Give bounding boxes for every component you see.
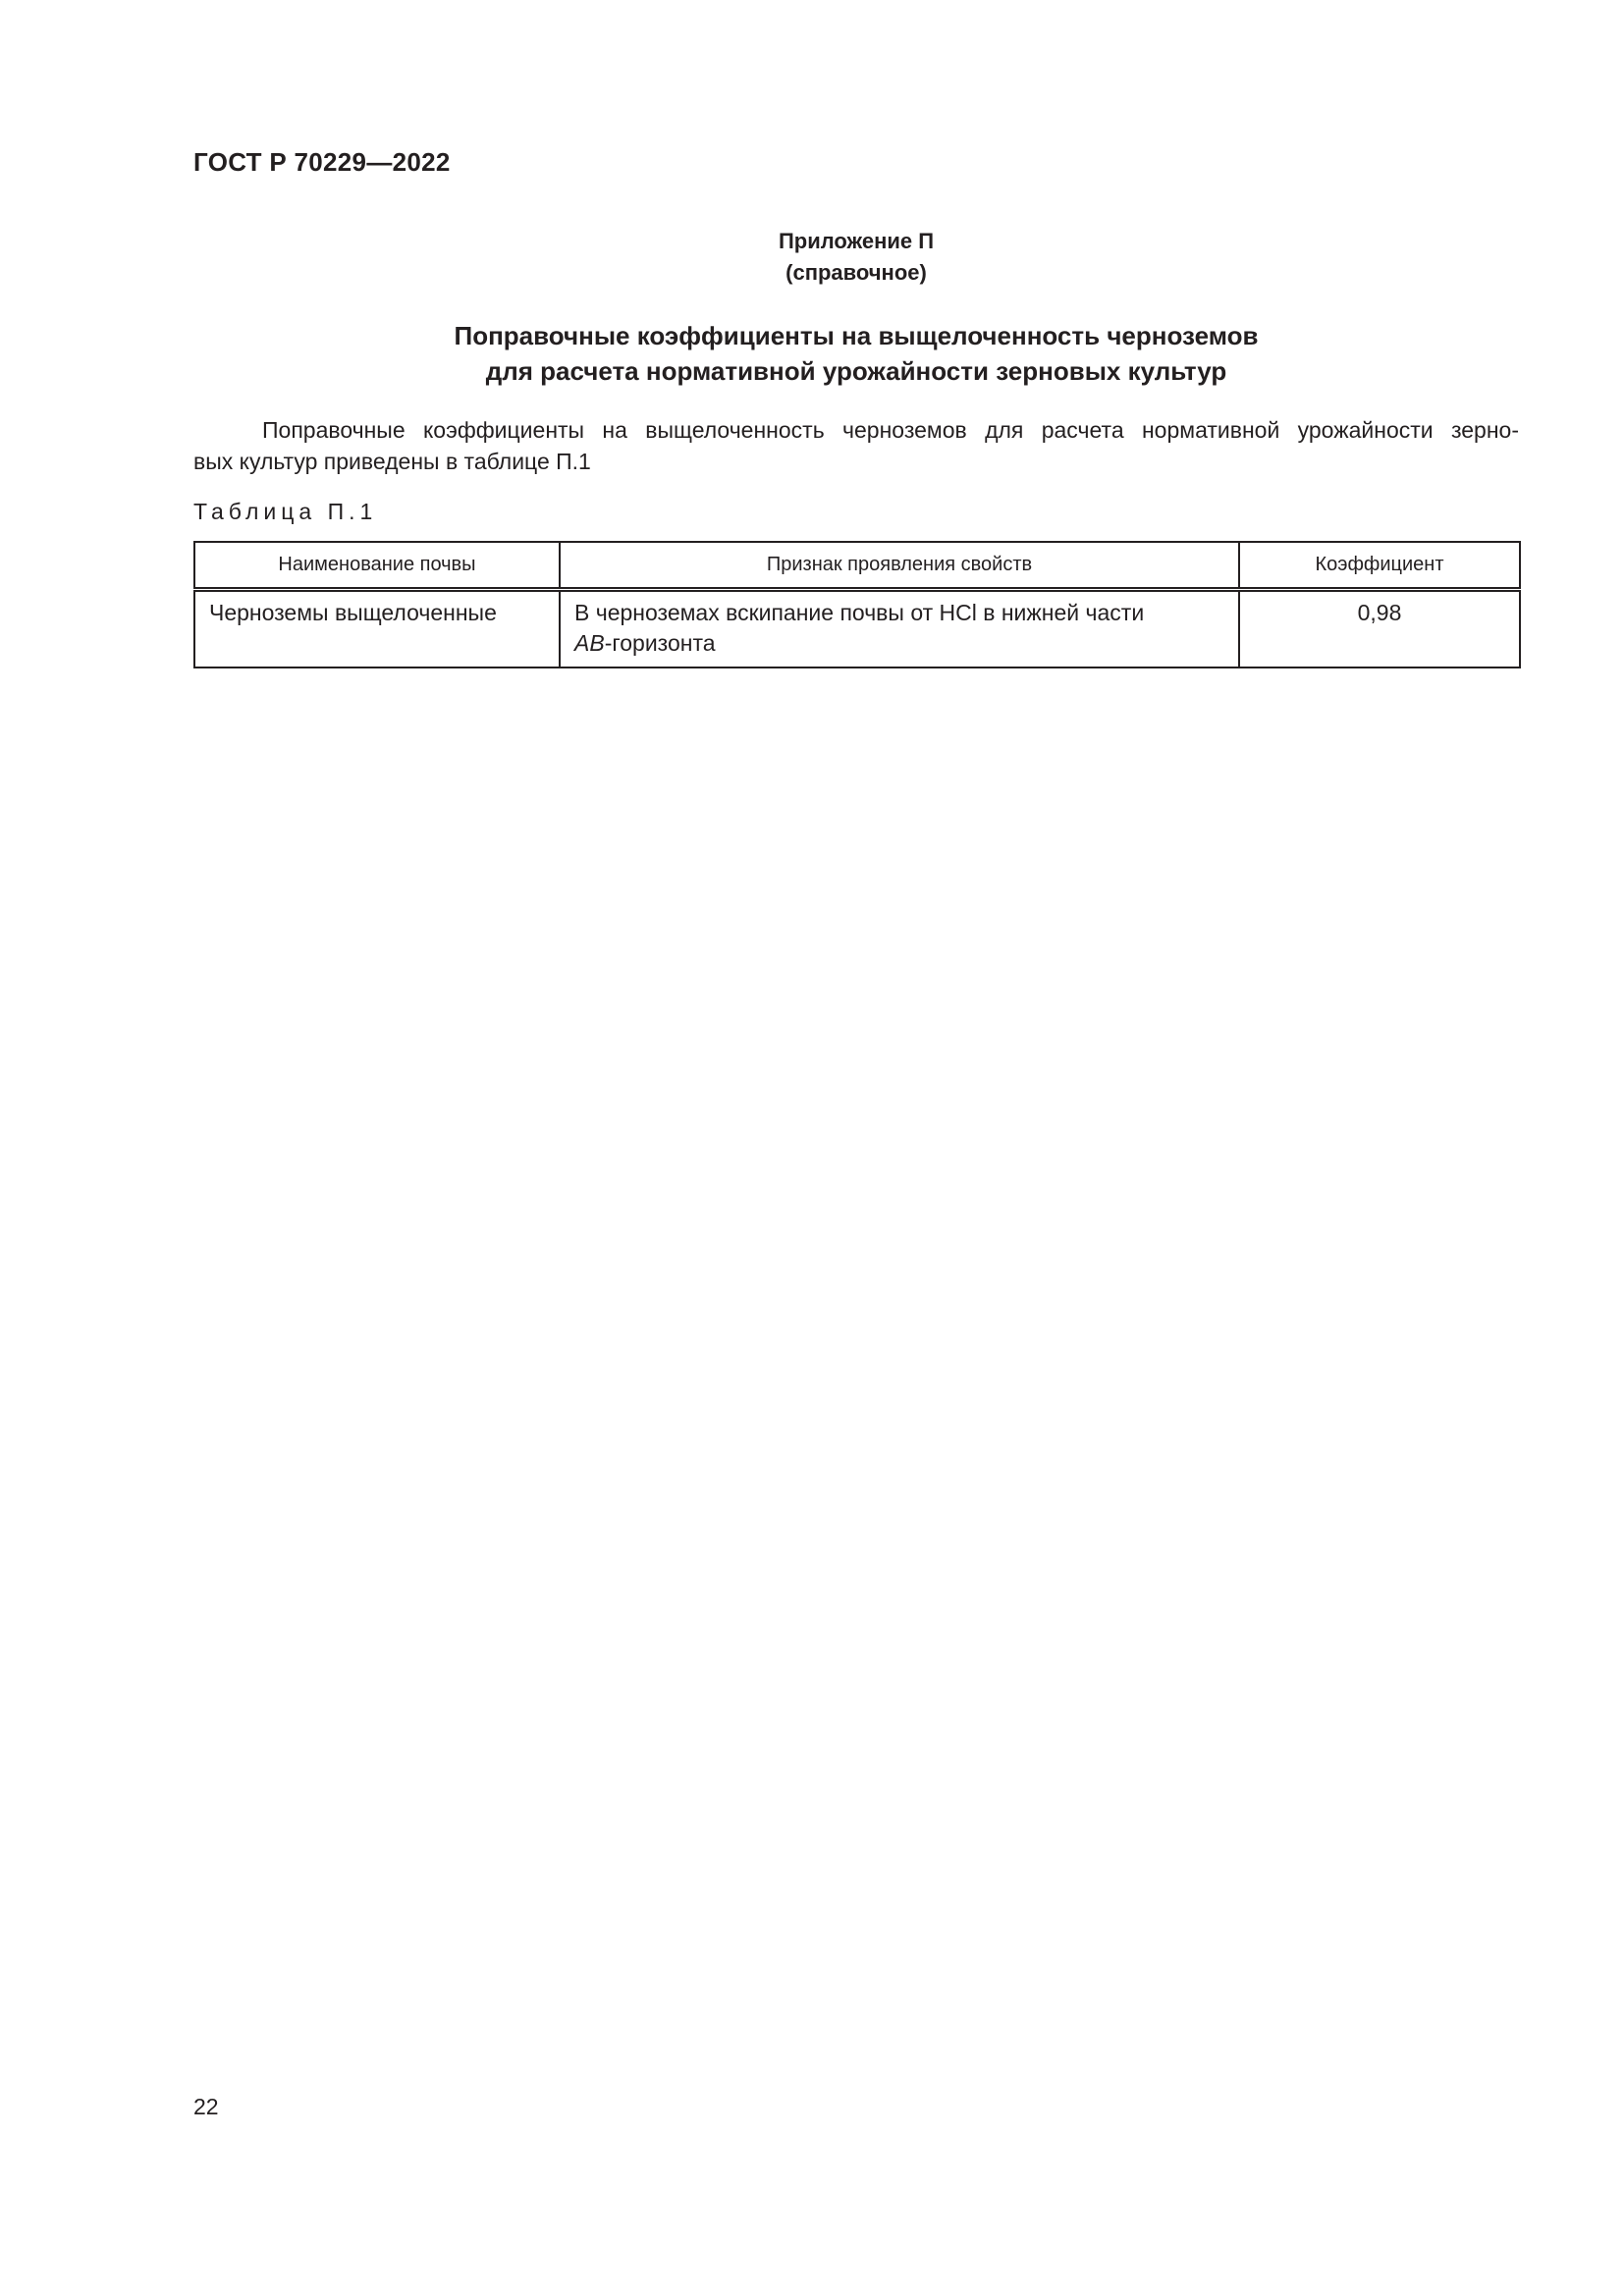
cell-property-sign xyxy=(560,590,1239,668)
column-header-sign: Признак проявления свойств xyxy=(560,542,1239,590)
section-heading xyxy=(193,318,1519,389)
appendix-header xyxy=(193,226,1519,289)
coefficient-table xyxy=(193,541,1521,668)
appendix-type: (справочное) xyxy=(785,260,927,285)
appendix-title: Приложение П xyxy=(778,229,935,253)
page-number: 22 xyxy=(193,2094,219,2119)
cell-soil-name: Черноземы выщелоченные xyxy=(194,590,560,668)
cell-coefficient: 0,98 xyxy=(1239,590,1520,668)
intro-line-2: вых культур приведены в таблице П.1 xyxy=(193,449,591,474)
table-row xyxy=(194,590,1520,668)
document-code: ГОСТ Р 70229—2022 xyxy=(193,147,451,177)
intro-paragraph xyxy=(193,414,1519,477)
cell-property-sign-text: В черноземах вскипание почвы от HCl в нижней части xyxy=(574,600,1145,625)
intro-line-1: Поправочные коэффициенты на выщелоченность черноземов для расчета нормативной урожайности зерно- xyxy=(262,417,1519,443)
column-header-coefficient: Коэффициент xyxy=(1239,542,1520,590)
horizon-label: AB xyxy=(574,630,605,656)
coefficient-table-wrapper xyxy=(193,541,1519,668)
column-header-soil: Наименование почвы xyxy=(194,542,560,590)
horizon-suffix: -горизонта xyxy=(604,630,716,656)
section-heading-line-2: для расчета нормативной урожайности зерновых культур xyxy=(485,356,1227,386)
table-header-row xyxy=(194,542,1520,590)
table-caption: Таблица П.1 xyxy=(193,499,378,524)
section-heading-line-1: Поправочные коэффициенты на выщелоченность черноземов xyxy=(454,321,1259,350)
